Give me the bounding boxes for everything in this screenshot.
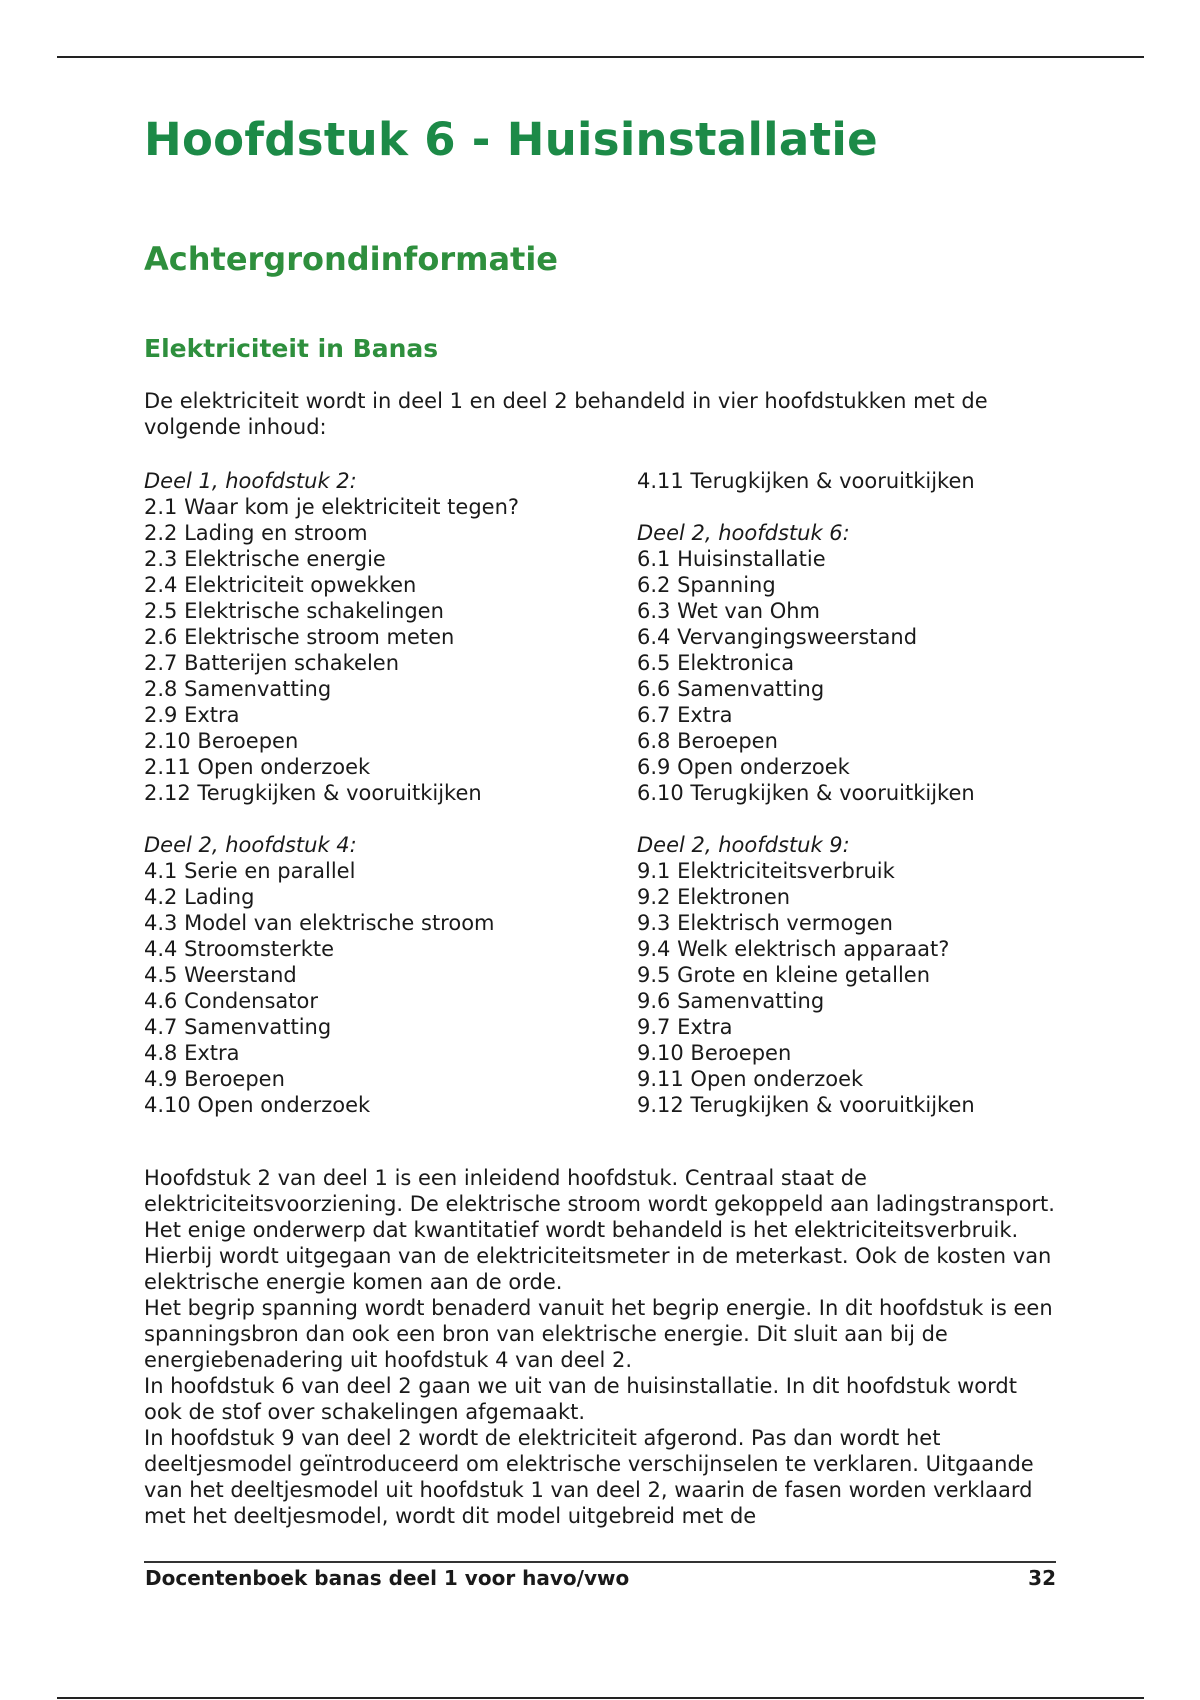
list-item: 2.6 Elektrische stroom meten <box>144 625 455 649</box>
list-item: 6.8 Beroepen <box>637 729 778 753</box>
list-item: 6.1 Huisinstallatie <box>637 547 826 571</box>
intro-paragraph: De elektriciteit wordt in deel 1 en deel 2 behandeld in vier hoofdstukken met de volgende inhoud: <box>144 389 988 439</box>
list-item: 9.12 Terugkijken & vooruitkijken <box>637 1093 975 1117</box>
top-rule <box>57 56 1144 58</box>
list-item: 9.6 Samenvatting <box>637 989 825 1013</box>
list-item: 9.7 Extra <box>637 1015 733 1039</box>
page-title: Hoofdstuk 6 - Huisinstallatie <box>144 113 878 166</box>
page-content <box>144 110 1059 1528</box>
body-paragraph: Het begrip spanning wordt benaderd vanuit het begrip energie. In dit hoofdstuk is een spanningsbron dan ook een bron van elektrische energie. Dit sluit aan bij de energiebenadering uit hoofdstuk 4 van deel 2. <box>144 1296 1053 1372</box>
chapter-heading: Deel 2, hoofdstuk 4: <box>144 833 357 857</box>
list-item: 6.10 Terugkijken & vooruitkijken <box>637 781 975 805</box>
list-item: 2.11 Open onderzoek <box>144 755 371 779</box>
list-item: 6.9 Open onderzoek <box>637 755 850 779</box>
list-item: 4.2 Lading <box>144 885 255 909</box>
list-item: 6.2 Spanning <box>637 573 776 597</box>
list-item: 4.9 Beroepen <box>144 1067 285 1091</box>
list-item: 2.5 Elektrische schakelingen <box>144 599 444 623</box>
right-column <box>637 468 1107 1144</box>
list-item: 9.5 Grote en kleine getallen <box>637 963 931 987</box>
list-item: 2.4 Elektriciteit opwekken <box>144 573 417 597</box>
list-item: 4.6 Condensator <box>144 989 318 1013</box>
list-item: 2.1 Waar kom je elektriciteit tegen? <box>144 495 520 519</box>
body-text <box>144 1165 1059 1529</box>
list-item: 9.10 Beroepen <box>637 1041 792 1065</box>
footer-title: Docentenboek banas deel 1 voor havo/vwo <box>145 1566 630 1590</box>
list-item: 4.8 Extra <box>144 1041 240 1065</box>
bottom-rule <box>57 1697 1144 1699</box>
list-item: 4.10 Open onderzoek <box>144 1093 371 1117</box>
list-item: 2.12 Terugkijken & vooruitkijken <box>144 781 482 805</box>
list-item: 2.7 Batterijen schakelen <box>144 651 400 675</box>
chapter-block-deel2-h6 <box>637 520 1107 806</box>
list-item: 2.8 Samenvatting <box>144 677 332 701</box>
page-number: 32 <box>1028 1566 1056 1590</box>
list-item: 4.11 Terugkijken & vooruitkijken <box>637 469 975 493</box>
list-item: 4.4 Stroomsterkte <box>144 937 335 961</box>
list-item: 2.9 Extra <box>144 703 240 727</box>
list-item: 9.3 Elektrisch vermogen <box>637 911 893 935</box>
list-item: 4.7 Samenvatting <box>144 1015 332 1039</box>
list-item: 9.4 Welk elektrisch apparaat? <box>637 937 950 961</box>
chapter-heading: Deel 1, hoofdstuk 2: <box>144 469 357 493</box>
list-item: 6.4 Vervangingsweerstand <box>637 625 918 649</box>
left-column <box>144 468 614 1144</box>
list-item: 6.6 Samenvatting <box>637 677 825 701</box>
list-item: 6.3 Wet van Ohm <box>637 599 821 623</box>
list-item: 2.3 Elektrische energie <box>144 547 386 571</box>
list-item: 2.2 Lading en stroom <box>144 521 368 545</box>
list-item: 4.3 Model van elektrische stroom <box>144 911 495 935</box>
subsection-heading: Elektriciteit in Banas <box>144 334 439 363</box>
list-item: 9.2 Elektronen <box>637 885 791 909</box>
body-paragraph: In hoofdstuk 6 van deel 2 gaan we uit van de huisinstallatie. In dit hoofdstuk wordt ook de stof over schakelingen afgemaakt. <box>144 1374 1017 1424</box>
chapter-heading: Deel 2, hoofdstuk 6: <box>637 521 850 545</box>
body-paragraph: Hoofdstuk 2 van deel 1 is een inleidend hoofdstuk. Centraal staat de elektriciteitsvoorziening. De elektrische stroom wordt gekoppeld aan ladingstransport. Het enige onderwerp dat kwantitatief wordt behandeld is het elektriciteitsverbruik. Hierbij wordt uitgegaan van de elektriciteitsmeter in de meterkast. Ook de kosten van elektrische energie komen aan de orde. <box>144 1166 1055 1294</box>
chapter-block-deel1-h2 <box>144 468 614 806</box>
body-paragraph: In hoofdstuk 9 van deel 2 wordt de elektriciteit afgerond. Pas dan wordt het deeltjesmodel geïntroduceerd om elektrische verschijnselen te verklaren. Uitgaande van het deeltjesmodel uit hoofdstuk 1 van deel 2, waarin de fasen worden verklaard met het deeltjesmodel, wordt dit model uitgebreid met de <box>144 1426 1034 1528</box>
list-item: 4.5 Weerstand <box>144 963 297 987</box>
list-item: 2.10 Beroepen <box>144 729 299 753</box>
chapter-block-carryover <box>637 468 1107 494</box>
chapter-block-deel2-h9 <box>637 832 1107 1118</box>
page-footer <box>144 1561 1056 1590</box>
list-item: 9.11 Open onderzoek <box>637 1067 864 1091</box>
chapter-block-deel2-h4 <box>144 832 614 1118</box>
list-item: 4.1 Serie en parallel <box>144 859 356 883</box>
section-heading: Achtergrondinformatie <box>144 240 558 278</box>
list-item: 9.1 Elektriciteitsverbruik <box>637 859 895 883</box>
list-item: 6.7 Extra <box>637 703 733 727</box>
chapter-heading: Deel 2, hoofdstuk 9: <box>637 833 850 857</box>
list-item: 6.5 Elektronica <box>637 651 795 675</box>
